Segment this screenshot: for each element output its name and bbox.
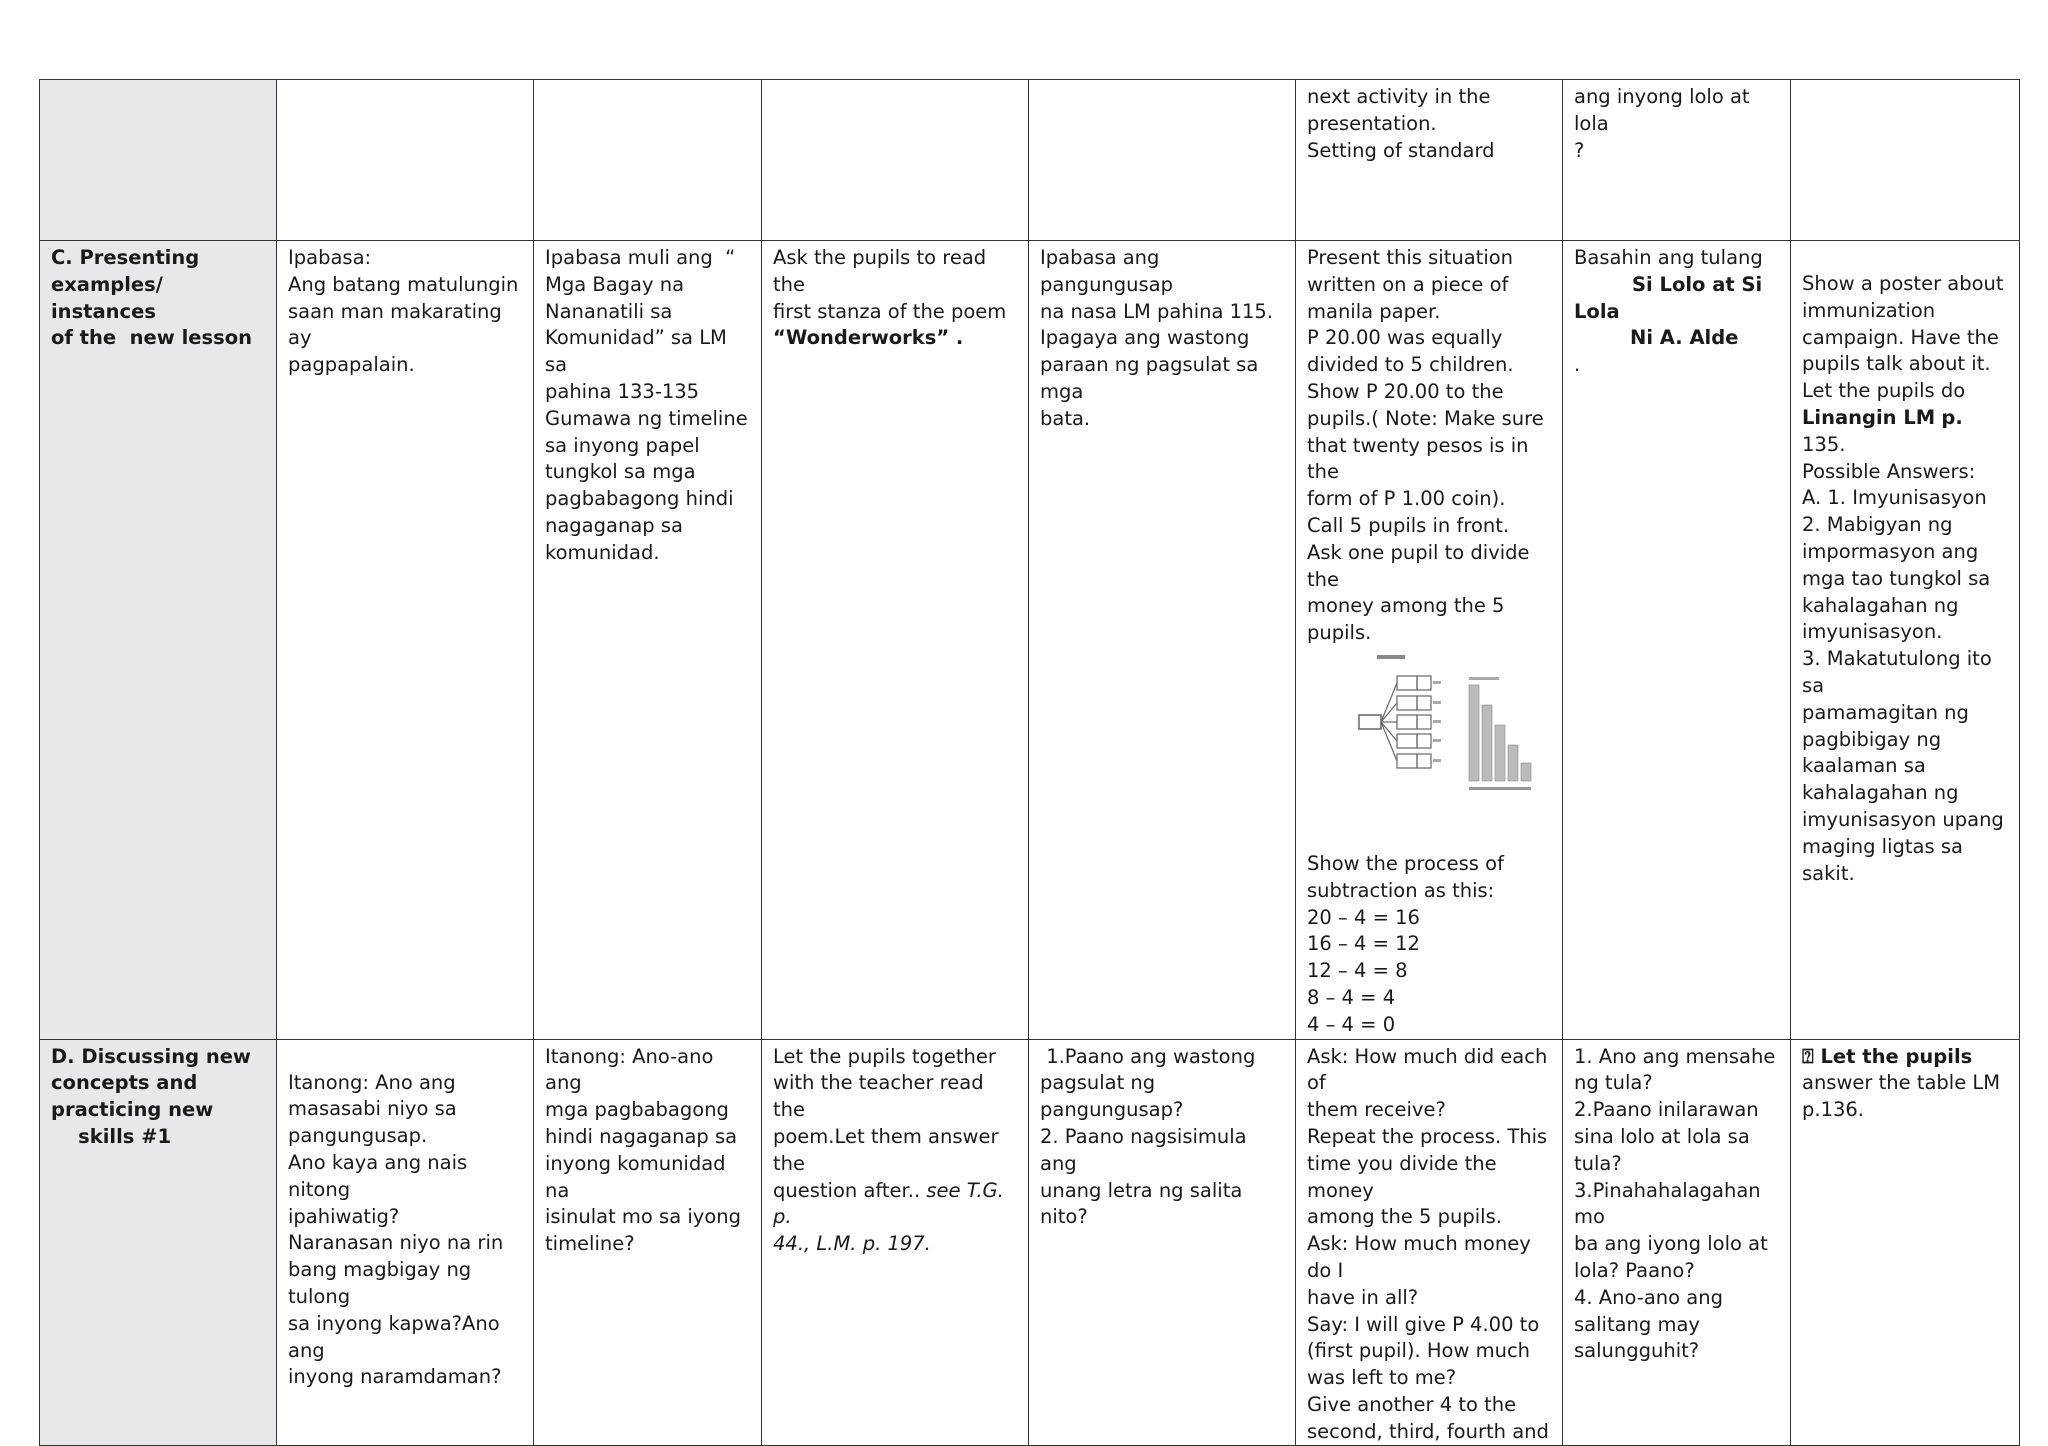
text-line: form of P 1.00 coin).: [1307, 487, 1506, 511]
text-line: manila paper.: [1307, 299, 1441, 323]
lesson-plan-table: [39, 79, 2020, 1446]
text-line: next activity in the: [1307, 85, 1491, 108]
text-line: ?: [1574, 138, 1585, 162]
text-line: kaalaman sa: [1802, 754, 1926, 778]
text-line: P 20.00 was equally: [1307, 326, 1503, 350]
label-line: examples/ instances: [51, 272, 184, 323]
text-line: 1.Paano ang wastong: [1040, 1044, 1256, 1068]
table-cell-col4: [1029, 1039, 1296, 1446]
table-cell: [1791, 80, 2020, 241]
table-row-discussing-concepts: [40, 1039, 2020, 1446]
text-line: inyong komunidad na: [545, 1151, 732, 1202]
text-line: 1. Ano ang mensahe: [1574, 1044, 1776, 1068]
table-cell: [277, 80, 534, 241]
text-line: salitang may: [1574, 1312, 1700, 1336]
text-line: 3. Makatutulong ito sa: [1802, 647, 1998, 697]
label-line: of the new lesson: [51, 326, 252, 350]
text-line: Ask one pupil to divide the: [1307, 540, 1536, 591]
text-line: Possible Answers:: [1802, 459, 1976, 483]
text-line: pangungusap.: [288, 1124, 428, 1148]
text-line: imyunisasyon.: [1802, 620, 1943, 644]
text-line: time you divide the money: [1307, 1151, 1503, 1202]
lm-reference: 44., L.M. p. 197.: [773, 1232, 931, 1256]
text-line: salungguhit?: [1574, 1339, 1700, 1363]
text-line: Komunidad” sa LM sa: [545, 326, 734, 377]
text-line: Ang batang matulungin: [288, 272, 519, 296]
text-line: subtraction as this:: [1307, 878, 1495, 902]
text-line: Itanong: Ano ang: [288, 1070, 456, 1094]
text-line: pagsulat ng pangungusap?: [1040, 1071, 1184, 1122]
table-cell-col3: [762, 1039, 1029, 1446]
text-line: Itanong: Ano-ano ang: [545, 1044, 720, 1095]
text-line: with the teacher read the: [773, 1071, 990, 1122]
table-row-continuation: [40, 80, 2020, 241]
text-line: Setting of standard: [1307, 138, 1495, 162]
text-line: Ano kaya ang nais nitong: [288, 1150, 474, 1201]
text-line: bata.: [1040, 406, 1091, 430]
table-cell-col2: [534, 241, 762, 1040]
text-line: have in all?: [1307, 1285, 1419, 1309]
text-line: Let the pupils together: [773, 1044, 996, 1068]
text-line: answer the table LM: [1802, 1071, 2001, 1095]
text-line: (first pupil). How much: [1307, 1339, 1531, 1363]
text-line: na nasa LM pahina 115.: [1040, 299, 1274, 323]
table-cell-col1: [277, 1039, 534, 1446]
text-line: 4. Ano-ano ang: [1574, 1285, 1723, 1309]
text-line: A. 1. Imyunisasyon: [1802, 486, 1987, 510]
instruction-heading: ⍰ Let the pupils: [1802, 1044, 1973, 1068]
table-cell-col4: [1029, 241, 1296, 1040]
poem-title: Lola: [1574, 299, 1620, 323]
tg-reference: see T.G. p.: [773, 1178, 1011, 1229]
text-line: Give another 4 to the: [1307, 1392, 1517, 1416]
text-line: pagbabagong hindi: [545, 487, 734, 511]
text-line: isinulat mo sa iyong: [545, 1205, 741, 1229]
table-cell-col7: [1791, 241, 2020, 1040]
text-line: inyong naramdaman?: [288, 1365, 502, 1389]
text-line: 2.Paano inilarawan: [1574, 1098, 1759, 1122]
table-cell: [1029, 80, 1296, 241]
text-line: ang inyong lolo at lola: [1574, 85, 1756, 135]
text-line: poem.Let them answer the: [773, 1124, 1005, 1175]
text-line: among the 5 pupils.: [1307, 1205, 1502, 1229]
text-line: impormasyon ang: [1802, 539, 1979, 563]
text-line: p.136.: [1802, 1098, 1864, 1122]
text-line: Mga Bagay na: [545, 272, 685, 296]
text-line: immunization: [1802, 298, 1936, 322]
table-cell-col2: [534, 1039, 762, 1446]
text-line: komunidad.: [545, 540, 660, 564]
text-line: 3.Pinahahalagahan mo: [1574, 1178, 1767, 1229]
text-line: maging ligtas sa sakit.: [1802, 834, 1970, 885]
row-label-d: [40, 1039, 277, 1446]
text-line: pahina 133-135: [545, 379, 700, 403]
table-cell-col5: [1296, 1039, 1563, 1446]
text-line: ng tula?: [1574, 1071, 1653, 1095]
text-line: bang magbigay ng tulong: [288, 1258, 478, 1308]
text-line: 12 – 4 = 8: [1307, 959, 1408, 983]
table-cell-col1: [277, 241, 534, 1040]
text-line: Call 5 pupils in front.: [1307, 513, 1510, 537]
text-line: that twenty pesos is in the: [1307, 433, 1535, 484]
text-line: unang letra ng salita nito?: [1040, 1178, 1249, 1229]
text-line: ba ang iyong lolo at: [1574, 1232, 1768, 1256]
label-line: practicing new: [51, 1098, 214, 1122]
text-line: pupils talk about it.: [1802, 352, 1991, 376]
text-line: second, third, fourth and: [1307, 1419, 1549, 1443]
text-line: pagpapalain.: [288, 353, 415, 377]
text-line: Ipabasa muli ang “: [545, 246, 736, 269]
table-cell-col6: [1563, 241, 1791, 1040]
text-line: nagaganap sa: [545, 513, 683, 537]
table-cell-col7: [1563, 80, 1791, 241]
text-line: timeline?: [545, 1232, 635, 1256]
text-line: them receive?: [1307, 1098, 1446, 1122]
text-line: sa inyong papel: [545, 433, 700, 457]
text-line: divided to 5 children.: [1307, 353, 1514, 377]
text-line: was left to me?: [1307, 1366, 1457, 1390]
text-line: Ipabasa ang pangungusap: [1040, 246, 1174, 296]
table-cell-col6: [1563, 1039, 1791, 1446]
text-line: mga tao tungkol sa: [1802, 566, 1991, 590]
text-line: Show P 20.00 to the: [1307, 379, 1504, 403]
label-line: skills #1: [51, 1124, 172, 1148]
text-line: [1802, 405, 2009, 459]
text-line: Ipabasa:: [288, 246, 372, 269]
text-line: pupils.( Note: Make sure: [1307, 406, 1544, 430]
label-line: concepts and: [51, 1071, 198, 1095]
text-fragment: question after..: [773, 1178, 927, 1202]
text-line: .: [1574, 353, 1581, 377]
lm-reference: Linangin LM: [1802, 405, 1936, 429]
text-line: Show the process of: [1307, 851, 1504, 875]
text-line: tula?: [1574, 1151, 1622, 1175]
text-line: lola? Paano?: [1574, 1258, 1695, 1282]
text-line: Let the pupils do: [1802, 379, 1966, 403]
label-line: C. Presenting: [51, 246, 200, 269]
text-line: 20 – 4 = 16: [1307, 905, 1420, 929]
text-line: 2. Mabigyan ng: [1802, 513, 1953, 537]
text-line: Naranasan niyo na rin: [288, 1231, 504, 1255]
text-line: pamamagitan ng: [1802, 700, 1969, 724]
row-label-c: [40, 241, 277, 1040]
table-cell-col6: [1296, 80, 1563, 241]
table-cell-col7: [1791, 1039, 2020, 1446]
text-line: sa inyong kapwa?Ano ang: [288, 1311, 506, 1362]
text-line: 4 – 4 = 0: [1307, 1012, 1396, 1036]
text-line: hindi nagaganap sa: [545, 1124, 738, 1148]
text-line: presentation.: [1307, 111, 1437, 135]
row-label-empty: [40, 80, 277, 241]
text-line: Say: I will give P 4.00 to: [1307, 1312, 1540, 1336]
poem-title: Si Lolo at Si: [1632, 272, 1763, 296]
text-line: Present this situation: [1307, 246, 1514, 269]
text-line: 16 – 4 = 12: [1307, 932, 1420, 956]
text-line: 8 – 4 = 4: [1307, 985, 1396, 1009]
label-line: D. Discussing new: [51, 1044, 251, 1068]
text-line: Show a poster about: [1802, 272, 2004, 295]
text-line: mga pagbabagong: [545, 1098, 729, 1122]
table-cell: [762, 80, 1029, 241]
text-line: tungkol sa mga: [545, 460, 696, 484]
text-line: Ask the pupils to read the: [773, 246, 993, 296]
text-line: paraan ng pagsulat sa mga: [1040, 353, 1265, 403]
text-line: Ask: How much money do I: [1307, 1232, 1537, 1282]
text-line: ipahiwatig?: [288, 1204, 400, 1228]
poem-title: “Wonderworks” .: [773, 326, 964, 350]
page-abbrev: p.: [1941, 405, 1963, 429]
text-line: Repeat the process. This: [1307, 1124, 1548, 1148]
poem-author: Ni A. Alde: [1630, 326, 1739, 350]
text-line: Gumawa ng timeline: [545, 406, 748, 430]
text-line: Nananatili sa: [545, 299, 673, 323]
coin-division-figure: [1347, 653, 1557, 813]
text-line: first stanza of the poem: [773, 299, 1007, 323]
text-line: Ipagaya ang wastong: [1040, 326, 1250, 350]
text-line: kahalagahan ng: [1802, 781, 1959, 805]
text-line: money among the 5 pupils.: [1307, 594, 1511, 645]
text-line: sina lolo at lola sa: [1574, 1124, 1750, 1148]
text-line: 2. Paano nagsisimula ang: [1040, 1124, 1253, 1175]
text-line: kahalagahan ng: [1802, 593, 1959, 617]
text-line: saan man makarating ay: [288, 299, 508, 350]
text-line: written on a piece of: [1307, 272, 1509, 296]
table-cell-col3: [762, 241, 1029, 1040]
table-cell: [534, 80, 762, 241]
text-line: [773, 1178, 1018, 1232]
text-line: pagbibigay ng: [1802, 727, 1942, 751]
text-line: Ask: How much did each of: [1307, 1044, 1554, 1095]
text-line: masasabi niyo sa: [288, 1097, 457, 1121]
text-line: Basahin ang tulang: [1574, 246, 1763, 269]
table-row-presenting-examples: [40, 241, 2020, 1040]
table-cell-col5: [1296, 241, 1563, 1040]
page-number: 135.: [1802, 405, 1969, 456]
text-line: campaign. Have the: [1802, 325, 1999, 349]
text-line: imyunisasyon upang: [1802, 807, 2004, 831]
